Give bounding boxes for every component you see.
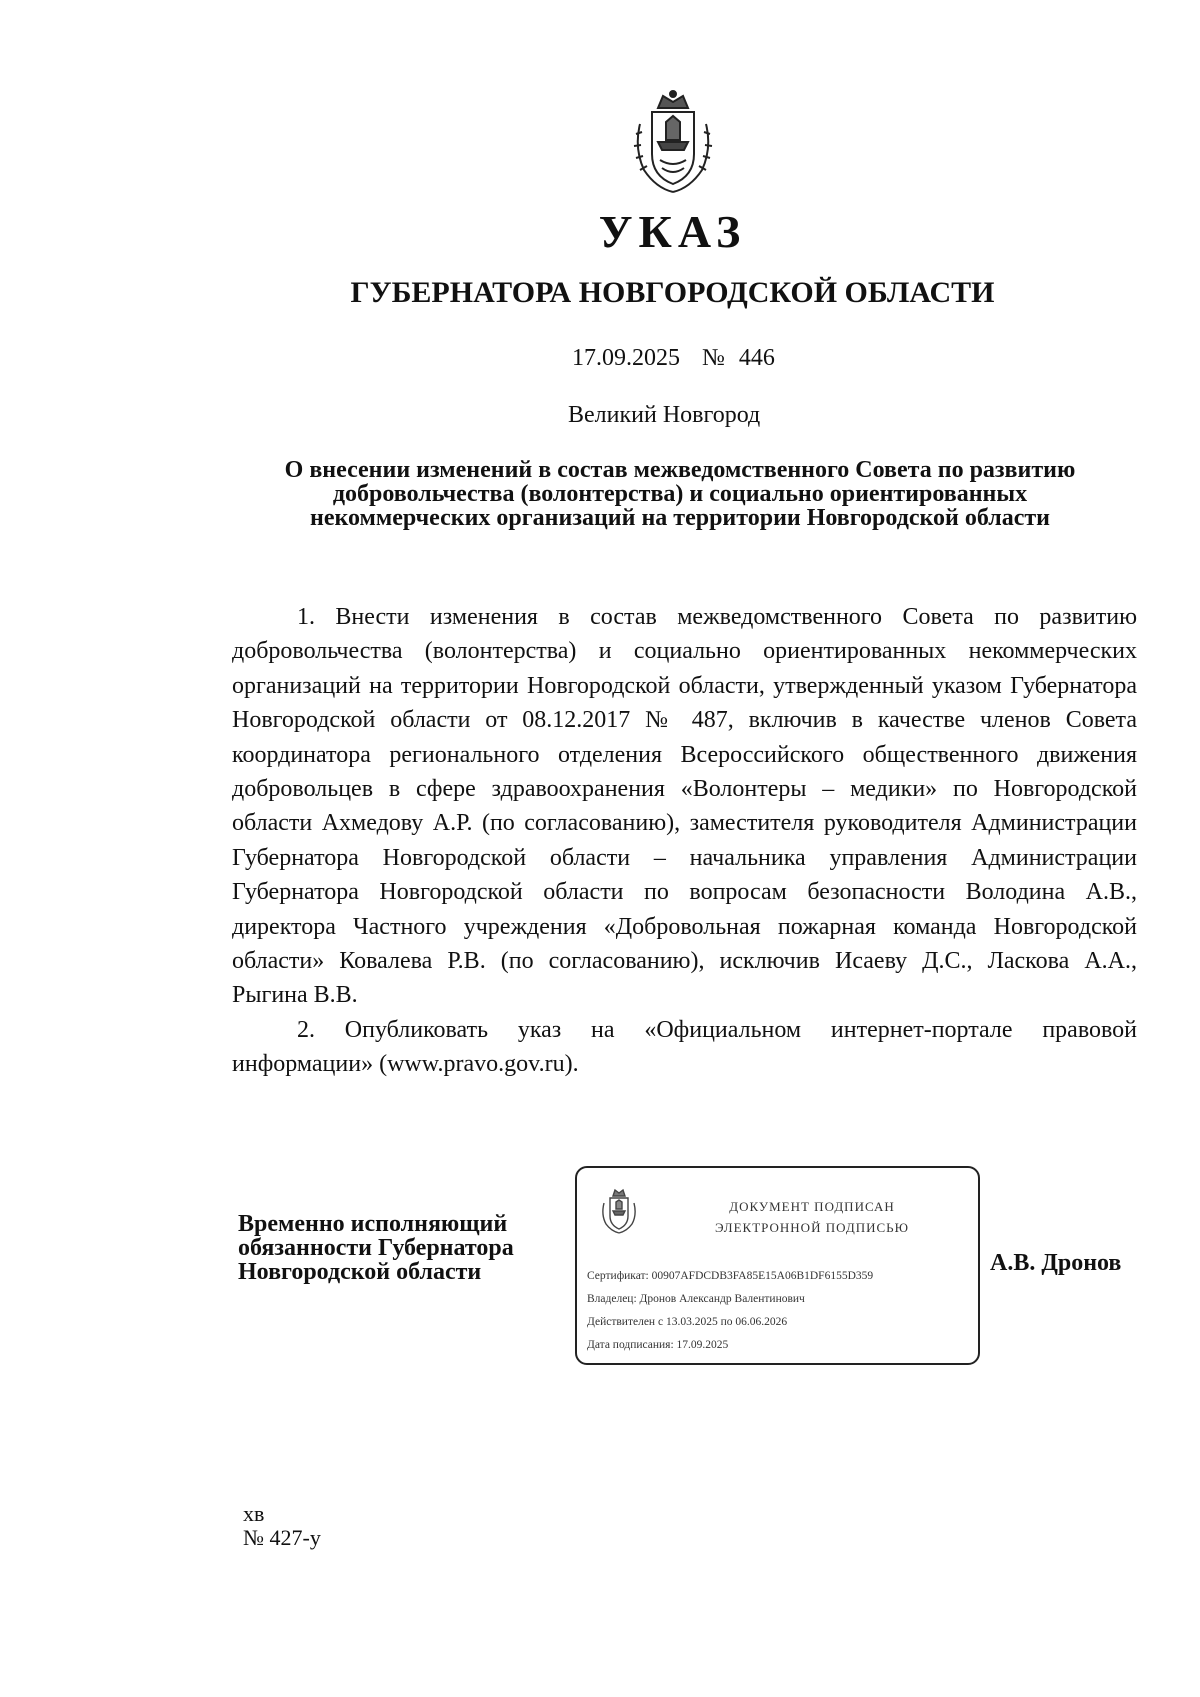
document-date: 17.09.2025 bbox=[572, 345, 680, 371]
document-heading bbox=[230, 458, 1130, 530]
signer-name: А.В. Дронов bbox=[990, 1250, 1122, 1276]
signer-position-line: Новгородской области bbox=[238, 1259, 482, 1285]
date-number-line bbox=[572, 345, 775, 372]
electronic-signature-stamp bbox=[575, 1166, 980, 1365]
document-place: Великий Новгород bbox=[568, 402, 761, 428]
stamp-sign-date: Дата подписания: 17.09.2025 bbox=[587, 1339, 729, 1351]
stamp-details bbox=[587, 1265, 977, 1357]
stamp-validity: Действителен с 13.03.2025 по 06.06.2026 bbox=[587, 1316, 788, 1328]
number-sign: № bbox=[702, 345, 725, 371]
heading-line: О внесении изменений в состав межведомственного Совета по развитию bbox=[284, 457, 1076, 483]
stamp-heading-line: ЭЛЕКТРОННОЙ ПОДПИСЬЮ bbox=[715, 1220, 909, 1235]
document-issuer: ГУБЕРНАТОРА НОВГОРОДСКОЙ ОБЛАСТИ bbox=[350, 276, 995, 309]
signer-position-line: Временно исполняющий bbox=[238, 1211, 508, 1237]
document-body bbox=[232, 600, 1137, 1082]
stamp-certificate: Сертификат: 00907AFDCDB3FA85E15A06B1DF6155D359 bbox=[587, 1270, 874, 1282]
heading-line: добровольчества (волонтерства) и социально ориентированных bbox=[332, 481, 1028, 507]
body-paragraph-1: 1. Внести изменения в состав межведомственного Совета по развитию добровольчества (волонтерства) и социально ориентированных некоммерческих организаций на территории Новгородской области, утвержденный указом Губернатора Новгородской области от 08.12.2017 № 487, включив в качестве членов Совета координатора регионального отделения Всероссийского общественного движения добровольцев в сфере здравоохранения «Волонтеры – медики» по Новгородской области Ахмедову А.Р. (по согласованию), заместителя руководителя Администрации Губернатора Новгородской области – начальника управления Администрации Губернатора Новгородской области по вопросам безопасности Володина А.В., директора Частного учреждения «Добровольная пожарная команда Новгородской области» Ковалева Р.В. (по согласованию), исключив Исаеву Д.С., Ласкова А.А., Рыгина В.В. bbox=[232, 604, 1137, 1009]
heading-line: некоммерческих организаций на территории Новгородской области bbox=[310, 505, 1050, 531]
stamp-emblem-icon bbox=[599, 1188, 639, 1234]
body-paragraph-2: 2. Опубликовать указ на «Официальном интернет-портале правовой информации» (www.pravo.gov.ru). bbox=[232, 1016, 1137, 1078]
document-number: 446 bbox=[738, 345, 775, 371]
signer-position-line: обязанности Губернатора bbox=[238, 1235, 514, 1261]
stamp-heading-line: ДОКУМЕНТ ПОДПИСАН bbox=[729, 1199, 895, 1214]
stamp-owner: Владелец: Дронов Александр Валентинович bbox=[587, 1293, 805, 1305]
footer-reg-number: № 427-у bbox=[243, 1525, 321, 1550]
signer-position bbox=[238, 1212, 514, 1284]
footer-initials: хв bbox=[243, 1501, 265, 1526]
coat-of-arms-icon bbox=[628, 88, 718, 196]
stamp-heading bbox=[692, 1196, 932, 1238]
document-title: УКАЗ bbox=[598, 206, 747, 257]
footer-registration bbox=[243, 1502, 321, 1550]
